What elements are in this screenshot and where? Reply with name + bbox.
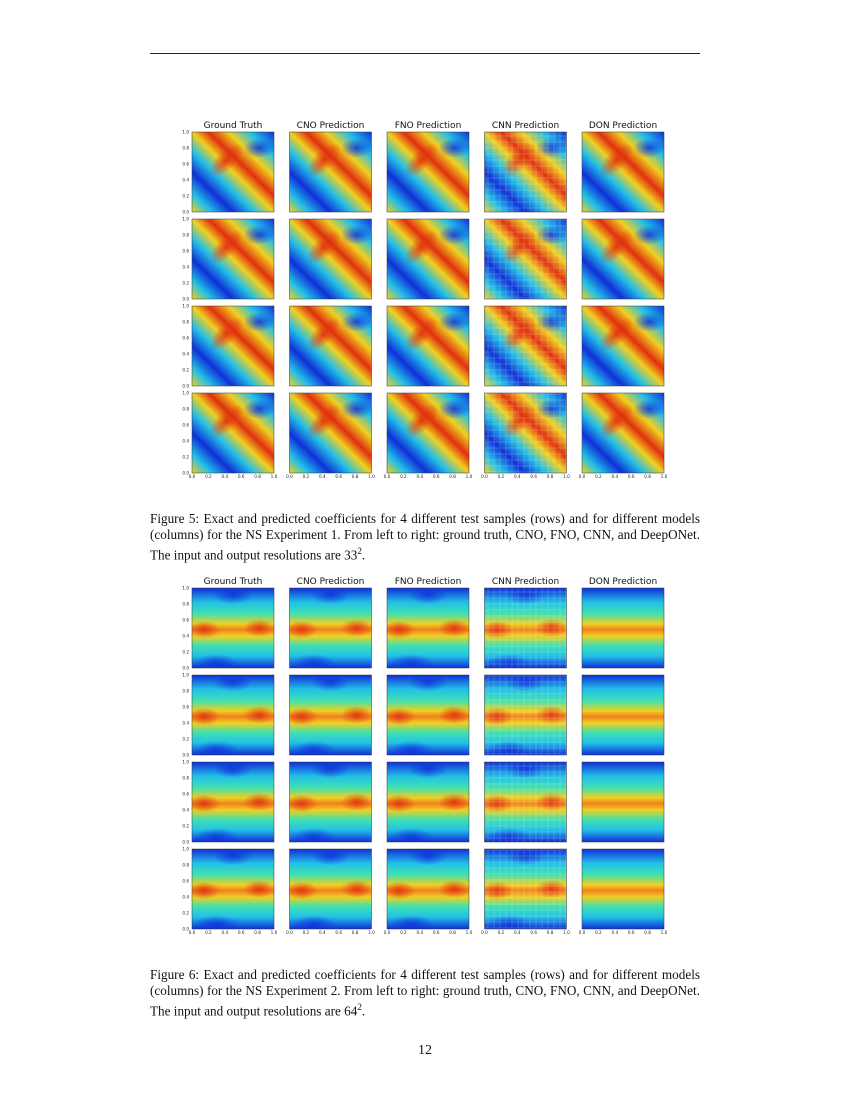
y-tick-label: 0.0 bbox=[182, 209, 189, 215]
x-tick-label: 1.0 bbox=[465, 474, 473, 479]
figure-6-caption-text: Figure 6: Exact and predicted coefficients for 4 different test samples (rows) and for different models (columns) for the NS Experiment 2. From left to right: ground truth, CNO, FNO, CNN, and DeepONet. The input and output resolutions are bbox=[150, 967, 700, 1019]
header-rule bbox=[150, 53, 700, 54]
column-title-0: Ground Truth bbox=[203, 121, 263, 131]
y-tick-label: 0.4 bbox=[182, 894, 189, 900]
x-tick-label: 0.4 bbox=[416, 474, 424, 479]
x-tick-label: 0.6 bbox=[335, 930, 343, 935]
heatmap-panel bbox=[192, 306, 275, 386]
y-tick-label: 0.4 bbox=[182, 633, 189, 639]
x-tick-label: 0.8 bbox=[351, 930, 359, 935]
y-tick-label: 0.0 bbox=[182, 839, 189, 845]
x-tick-label: 0.8 bbox=[449, 930, 456, 935]
heatmap-panel bbox=[383, 845, 470, 935]
x-tick-label: 0.8 bbox=[644, 474, 651, 479]
x-tick-label: 0.2 bbox=[595, 474, 602, 479]
heatmap-panel bbox=[485, 306, 568, 386]
x-tick-label: 1.0 bbox=[270, 930, 278, 935]
heatmap-panel bbox=[387, 132, 470, 212]
x-tick-label: 1.0 bbox=[465, 930, 473, 935]
x-tick-label: 1.0 bbox=[270, 474, 278, 479]
y-tick-label: 0.0 bbox=[182, 752, 189, 758]
heatmap-panel bbox=[188, 758, 275, 848]
x-tick-label: 0.0 bbox=[578, 930, 586, 935]
heatmap-panel bbox=[481, 758, 568, 848]
y-tick-label: 0.6 bbox=[182, 791, 189, 797]
x-tick-label: 0.4 bbox=[318, 474, 326, 479]
x-tick-label: 0.6 bbox=[237, 930, 245, 935]
y-tick-label: 0.0 bbox=[182, 926, 189, 932]
y-tick-label: 0.0 bbox=[182, 470, 189, 476]
x-tick-label: 0.0 bbox=[481, 930, 488, 935]
x-tick-label: 0.2 bbox=[205, 474, 212, 479]
heatmap-panel bbox=[387, 219, 470, 299]
heatmap-panel bbox=[481, 845, 568, 935]
heatmap-panel bbox=[286, 845, 373, 935]
x-tick-label: 0.2 bbox=[400, 930, 407, 935]
x-tick-label: 0.4 bbox=[513, 474, 521, 479]
figure-5-resolution-exponent: 2 bbox=[357, 546, 362, 556]
x-tick-label: 1.0 bbox=[563, 474, 570, 479]
heatmap-panel bbox=[192, 393, 275, 473]
x-tick-label: 0.6 bbox=[627, 474, 635, 479]
y-tick-label: 0.2 bbox=[182, 736, 189, 742]
heatmap-panel bbox=[286, 758, 373, 848]
figure-6 bbox=[170, 574, 680, 952]
y-tick-label: 0.8 bbox=[182, 775, 189, 781]
figure-5-caption: Figure 5: Exact and predicted coefficients for 4 different test samples (rows) and for different models (columns) for the NS Experiment 1. From left to right: ground truth, CNO, FNO, CNN, and DeepONet. The input and output resolutions are $33^2$. bbox=[150, 511, 700, 563]
column-title-3: CNN Prediction bbox=[491, 121, 560, 131]
x-tick-label: 1.0 bbox=[660, 930, 668, 935]
y-tick-label: 0.8 bbox=[182, 688, 189, 694]
column-title-4: DON Prediction bbox=[588, 577, 658, 587]
heatmap-panel bbox=[582, 588, 664, 668]
y-tick-label: 0.6 bbox=[182, 161, 189, 167]
heatmap-panel bbox=[481, 671, 568, 761]
x-tick-label: 0.4 bbox=[611, 930, 619, 935]
y-tick-label: 0.4 bbox=[182, 720, 189, 726]
x-tick-label: 1.0 bbox=[368, 930, 375, 935]
y-tick-label: 1.0 bbox=[182, 216, 189, 222]
heatmap-panel bbox=[582, 219, 665, 299]
heatmap-panel bbox=[188, 671, 275, 761]
y-tick-label: 0.2 bbox=[182, 367, 189, 373]
x-tick-label: 0.4 bbox=[513, 930, 521, 935]
x-tick-label: 1.0 bbox=[563, 930, 570, 935]
figure-6-caption: Figure 6: Exact and predicted coefficients for 4 different test samples (rows) and for different models (columns) for the NS Experiment 2. From left to right: ground truth, CNO, FNO, CNN, and DeepONet. The input and output resolutions are $64^2$. bbox=[150, 967, 700, 1019]
x-tick-label: 0.0 bbox=[188, 930, 196, 935]
y-tick-label: 0.2 bbox=[182, 280, 189, 286]
y-tick-label: 1.0 bbox=[182, 303, 189, 309]
x-tick-label: 1.0 bbox=[368, 474, 375, 479]
x-tick-label: 0.6 bbox=[432, 930, 440, 935]
heatmap-panel bbox=[582, 393, 665, 473]
y-tick-label: 0.6 bbox=[182, 335, 189, 341]
x-tick-label: 0.4 bbox=[318, 930, 326, 935]
y-tick-label: 1.0 bbox=[182, 846, 189, 852]
x-tick-label: 0.0 bbox=[383, 930, 391, 935]
x-tick-label: 0.6 bbox=[432, 474, 440, 479]
heatmap-panel bbox=[286, 671, 373, 761]
y-tick-label: 0.8 bbox=[182, 406, 189, 412]
figure-6-resolution: 64 bbox=[344, 1003, 358, 1019]
y-tick-label: 1.0 bbox=[182, 129, 189, 135]
heatmap-panel bbox=[383, 671, 470, 761]
y-tick-label: 0.6 bbox=[182, 704, 189, 710]
y-tick-label: 0.8 bbox=[182, 319, 189, 325]
y-tick-label: 0.2 bbox=[182, 823, 189, 829]
x-tick-label: 0.8 bbox=[254, 474, 261, 479]
x-tick-label: 1.0 bbox=[660, 474, 668, 479]
heatmap-panel bbox=[582, 306, 665, 386]
y-tick-label: 0.0 bbox=[182, 296, 189, 302]
heatmap-panel bbox=[290, 219, 373, 299]
y-tick-label: 0.6 bbox=[182, 878, 189, 884]
y-tick-label: 0.6 bbox=[182, 248, 189, 254]
x-tick-label: 0.8 bbox=[644, 930, 651, 935]
x-tick-label: 0.2 bbox=[497, 474, 505, 479]
heatmap-panel bbox=[485, 132, 568, 212]
y-tick-label: 1.0 bbox=[182, 390, 189, 396]
x-tick-label: 0.8 bbox=[546, 930, 554, 935]
column-title-1: CNO Prediction bbox=[296, 577, 365, 587]
page-number: 12 bbox=[418, 1043, 432, 1058]
heatmap-panel bbox=[383, 758, 470, 848]
heatmap-panel bbox=[582, 675, 664, 755]
x-tick-label: 0.4 bbox=[221, 474, 229, 479]
figure-6-resolution-exponent: 2 bbox=[357, 1002, 362, 1012]
heatmap-panel bbox=[582, 132, 665, 212]
y-tick-label: 0.4 bbox=[182, 438, 189, 444]
x-tick-label: 0.4 bbox=[611, 474, 619, 479]
figure-5 bbox=[170, 118, 680, 496]
heatmap-panel bbox=[582, 762, 664, 842]
column-title-1: CNO Prediction bbox=[296, 121, 365, 131]
heatmap-panel bbox=[286, 584, 373, 674]
x-tick-label: 0.8 bbox=[351, 474, 359, 479]
heatmap-panel bbox=[290, 393, 373, 473]
heatmap-panel bbox=[387, 306, 470, 386]
y-tick-label: 0.0 bbox=[182, 383, 189, 389]
heatmap-panel bbox=[192, 132, 275, 212]
y-tick-label: 0.4 bbox=[182, 177, 189, 183]
y-tick-label: 0.6 bbox=[182, 422, 189, 428]
x-tick-label: 0.8 bbox=[449, 474, 456, 479]
x-tick-label: 0.2 bbox=[205, 930, 212, 935]
y-tick-label: 0.8 bbox=[182, 601, 189, 607]
heatmap-panel bbox=[188, 584, 275, 674]
x-tick-label: 0.0 bbox=[286, 474, 293, 479]
figure-5-resolution: 33 bbox=[344, 547, 358, 563]
x-tick-label: 0.6 bbox=[237, 474, 245, 479]
y-tick-label: 0.8 bbox=[182, 232, 189, 238]
y-tick-label: 0.8 bbox=[182, 145, 189, 151]
heatmap-panel bbox=[290, 132, 373, 212]
x-tick-label: 0.8 bbox=[254, 930, 261, 935]
y-tick-label: 0.2 bbox=[182, 193, 189, 199]
x-tick-label: 0.2 bbox=[595, 930, 602, 935]
heatmap-panel bbox=[290, 306, 373, 386]
heatmap-panel bbox=[387, 393, 470, 473]
x-tick-label: 0.6 bbox=[530, 930, 538, 935]
heatmap-panel bbox=[481, 584, 568, 674]
figure-6-grid bbox=[170, 574, 680, 952]
y-tick-label: 0.8 bbox=[182, 862, 189, 868]
x-tick-label: 0.6 bbox=[335, 474, 343, 479]
column-title-4: DON Prediction bbox=[588, 121, 658, 131]
heatmap-panel bbox=[383, 584, 470, 674]
x-tick-label: 0.6 bbox=[530, 474, 538, 479]
column-title-3: CNN Prediction bbox=[491, 577, 560, 587]
x-tick-label: 0.0 bbox=[188, 474, 196, 479]
x-tick-label: 0.2 bbox=[302, 930, 310, 935]
y-tick-label: 0.6 bbox=[182, 617, 189, 623]
x-tick-label: 0.0 bbox=[481, 474, 488, 479]
y-tick-label: 1.0 bbox=[182, 672, 189, 678]
column-title-2: FNO Prediction bbox=[394, 121, 462, 131]
x-tick-label: 0.4 bbox=[416, 930, 424, 935]
x-tick-label: 0.4 bbox=[221, 930, 229, 935]
x-tick-label: 0.0 bbox=[286, 930, 293, 935]
heatmap-panel bbox=[485, 393, 568, 473]
heatmap-panel bbox=[582, 849, 664, 929]
heatmap-panel bbox=[485, 219, 568, 299]
x-tick-label: 0.8 bbox=[546, 474, 554, 479]
y-tick-label: 0.4 bbox=[182, 264, 189, 270]
x-tick-label: 0.2 bbox=[400, 474, 407, 479]
y-tick-label: 0.2 bbox=[182, 910, 189, 916]
heatmap-panel bbox=[192, 219, 275, 299]
y-tick-label: 0.4 bbox=[182, 807, 189, 813]
y-tick-label: 0.2 bbox=[182, 649, 189, 655]
y-tick-label: 0.0 bbox=[182, 665, 189, 671]
y-tick-label: 0.4 bbox=[182, 351, 189, 357]
x-tick-label: 0.2 bbox=[302, 474, 310, 479]
heatmap-panel bbox=[188, 845, 275, 935]
x-tick-label: 0.2 bbox=[497, 930, 505, 935]
y-tick-label: 0.2 bbox=[182, 454, 189, 460]
x-tick-label: 0.6 bbox=[627, 930, 635, 935]
x-tick-label: 0.0 bbox=[578, 474, 586, 479]
figure-5-caption-text: Figure 5: Exact and predicted coefficients for 4 different test samples (rows) and for different models (columns) for the NS Experiment 1. From left to right: ground truth, CNO, FNO, CNN, and DeepONet. The input and output resolutions are bbox=[150, 511, 700, 563]
y-tick-label: 1.0 bbox=[182, 759, 189, 765]
column-title-0: Ground Truth bbox=[203, 577, 263, 587]
figure-5-grid bbox=[170, 118, 680, 496]
x-tick-label: 0.0 bbox=[383, 474, 391, 479]
y-tick-label: 1.0 bbox=[182, 585, 189, 591]
column-title-2: FNO Prediction bbox=[394, 577, 462, 587]
